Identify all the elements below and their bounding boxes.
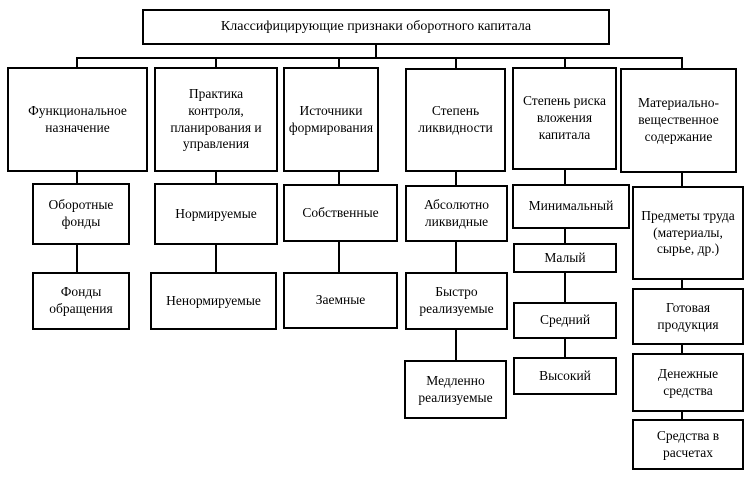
header-material-content: Материально-вещественное содержание — [620, 68, 737, 173]
diagram-title: Классифицирующие признаки оборотного капитала — [142, 9, 610, 45]
header-capital-risk-degree: Степень риска вложения капитала — [512, 67, 617, 170]
node-risk-medium: Средний — [513, 302, 617, 339]
node-non-normed: Ненормируемые — [150, 272, 277, 330]
connector-line — [681, 173, 683, 186]
connector-line — [76, 57, 78, 67]
connector-line — [375, 45, 377, 57]
connector-line — [215, 172, 217, 183]
connector-line — [681, 412, 683, 419]
node-finished-products: Готовая продукция — [632, 288, 744, 345]
connector-bus-line — [76, 57, 683, 59]
connector-line — [564, 339, 566, 357]
connector-line — [564, 57, 566, 67]
node-risk-small: Малый — [513, 243, 617, 273]
node-normed: Нормируемые — [154, 183, 278, 245]
node-borrowed-sources: Заемные — [283, 272, 398, 329]
connector-line — [564, 273, 566, 302]
connector-line — [564, 170, 566, 184]
node-quickly-realizable: Быстро реализуемые — [405, 272, 508, 330]
connector-line — [564, 228, 566, 243]
connector-line — [338, 242, 340, 272]
node-slowly-realizable: Медленно реализуемые — [404, 360, 507, 419]
header-formation-sources: Источники формирования — [283, 67, 379, 172]
header-control-planning-practice: Практика контроля, планирования и управления — [154, 67, 278, 172]
header-functional-purpose: Функциональное назначение — [7, 67, 148, 172]
connector-line — [338, 172, 340, 184]
node-risk-high: Высокий — [513, 357, 617, 395]
connector-line — [215, 245, 217, 272]
node-circulation-funds: Фонды обращения — [32, 272, 130, 330]
connector-line — [338, 57, 340, 67]
connector-line — [455, 172, 457, 185]
connector-line — [681, 57, 683, 68]
node-absolutely-liquid: Абсолютно ликвидные — [405, 185, 508, 242]
connector-line — [76, 245, 78, 272]
node-risk-minimal: Минимальный — [512, 184, 630, 229]
connector-line — [455, 330, 457, 360]
node-monetary-funds: Денежные средства — [632, 353, 744, 412]
node-own-sources: Собственные — [283, 184, 398, 242]
header-liquidity-degree: Степень ликвидности — [405, 68, 506, 172]
connector-line — [681, 345, 683, 353]
node-funds-in-settlements: Средства в расчетах — [632, 419, 744, 470]
node-circulating-funds: Оборотные фонды — [32, 183, 130, 245]
connector-line — [455, 57, 457, 68]
connector-line — [455, 242, 457, 272]
connector-line — [681, 280, 683, 288]
connector-line — [215, 57, 217, 67]
connector-line — [76, 171, 78, 183]
node-labor-objects: Предметы труда (материалы, сырье, др.) — [632, 186, 744, 280]
